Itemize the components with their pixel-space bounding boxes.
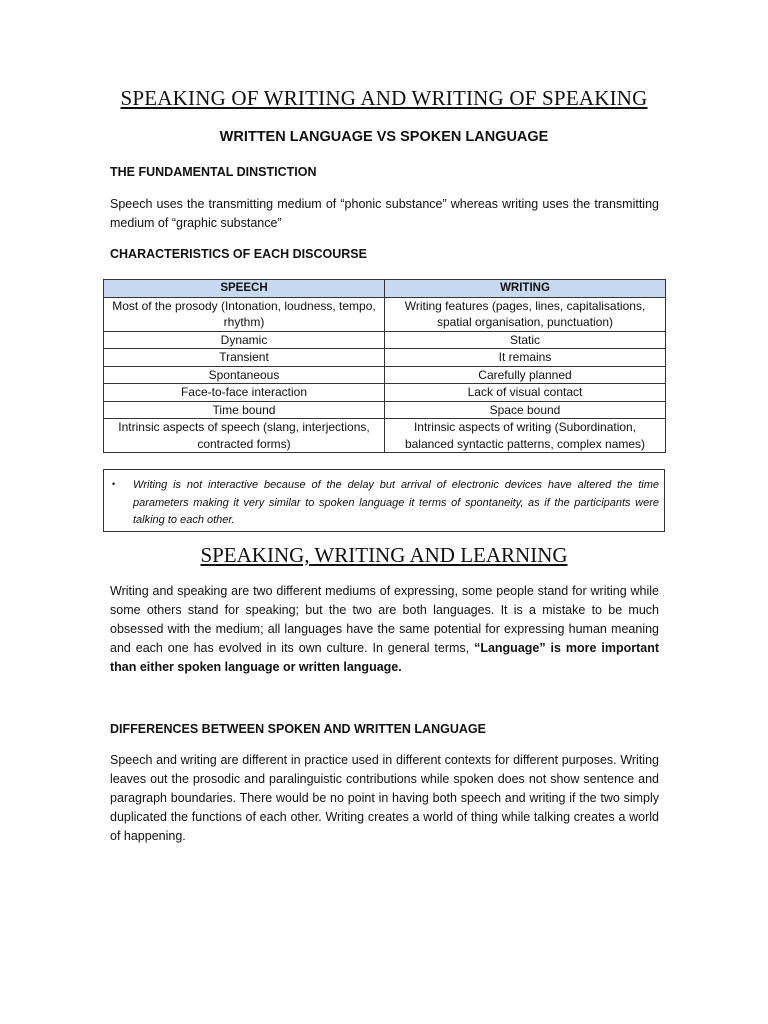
section-learning-body: Writing and speaking are two different mediums of expressing, some people stand for writing while some others stand for speaking; but the two are both languages. It is a mistake to be much obsessed with the medium; all languages have the same potential for expressing human meaning and each one has evolved in its own culture. In general terms, [110, 584, 659, 655]
section-learning-bold: “Language” is more important than either spoken language or written language. [110, 641, 659, 674]
table-cell-speech: Dynamic [104, 331, 385, 349]
section-learning-text [110, 582, 659, 677]
table-cell-writing: It remains [385, 349, 666, 367]
section-heading-characteristics: CHARACTERISTICS OF EACH DISCOURSE [110, 247, 367, 261]
comparison-table [103, 279, 666, 453]
note-text: Writing is not interactive because of the delay but arrival of electronic devices have altered the time parameters making it very similar to spoken language it terms of spontaneity, as if the participants were talking to each other. [133, 479, 659, 526]
table-cell-writing: Carefully planned [385, 366, 666, 384]
section-heading-differences: DIFFERENCES BETWEEN SPOKEN AND WRITTEN LANGUAGE [110, 722, 486, 736]
section-heading-fundamental: THE FUNDAMENTAL DINSTICTION [110, 165, 317, 179]
table-row [104, 419, 666, 453]
table-cell-speech: Most of the prosody (Intonation, loudness, tempo, rhythm) [104, 297, 385, 331]
section-fundamental-text: Speech uses the transmitting medium of “phonic substance” whereas writing uses the transmitting medium of “graphic substance” [110, 197, 659, 230]
table-row [104, 401, 666, 419]
table-cell-writing: Space bound [385, 401, 666, 419]
section-title-learning: SPEAKING, WRITING AND LEARNING [200, 543, 568, 567]
column-header-writing: WRITING [385, 280, 666, 298]
table-cell-writing: Lack of visual contact [385, 384, 666, 402]
table-row [104, 349, 666, 367]
table-cell-speech: Face-to-face interaction [104, 384, 385, 402]
page-subtitle: WRITTEN LANGUAGE VS SPOKEN LANGUAGE [219, 129, 549, 145]
page-title: SPEAKING OF WRITING AND WRITING OF SPEAKING [120, 86, 648, 110]
bullet-icon: • [112, 479, 116, 489]
table-row [104, 297, 666, 331]
table-cell-writing: Writing features (pages, lines, capitalisations, spatial organisation, punctuation) [385, 297, 666, 331]
table-row [104, 331, 666, 349]
note-box [103, 469, 665, 532]
table-cell-writing: Static [385, 331, 666, 349]
table-row [104, 366, 666, 384]
table-cell-speech: Time bound [104, 401, 385, 419]
table-cell-writing: Intrinsic aspects of writing (Subordination, balanced syntactic patterns, complex names) [385, 419, 666, 453]
table-cell-speech: Spontaneous [104, 366, 385, 384]
table-cell-speech: Transient [104, 349, 385, 367]
column-header-speech: SPEECH [104, 280, 385, 298]
section-differences-text: Speech and writing are different in practice used in different contexts for different purposes. Writing leaves out the prosodic and paralinguistic contributions while spoken does not show sentence and paragraph boundaries. There would be no point in having both speech and writing if the two simply duplicated the functions of each other. Writing creates a world of thing while talking creates a world of happening. [110, 753, 659, 843]
table-row [104, 384, 666, 402]
table-cell-speech: Intrinsic aspects of speech (slang, interjections, contracted forms) [104, 419, 385, 453]
table-header-row [104, 280, 666, 298]
